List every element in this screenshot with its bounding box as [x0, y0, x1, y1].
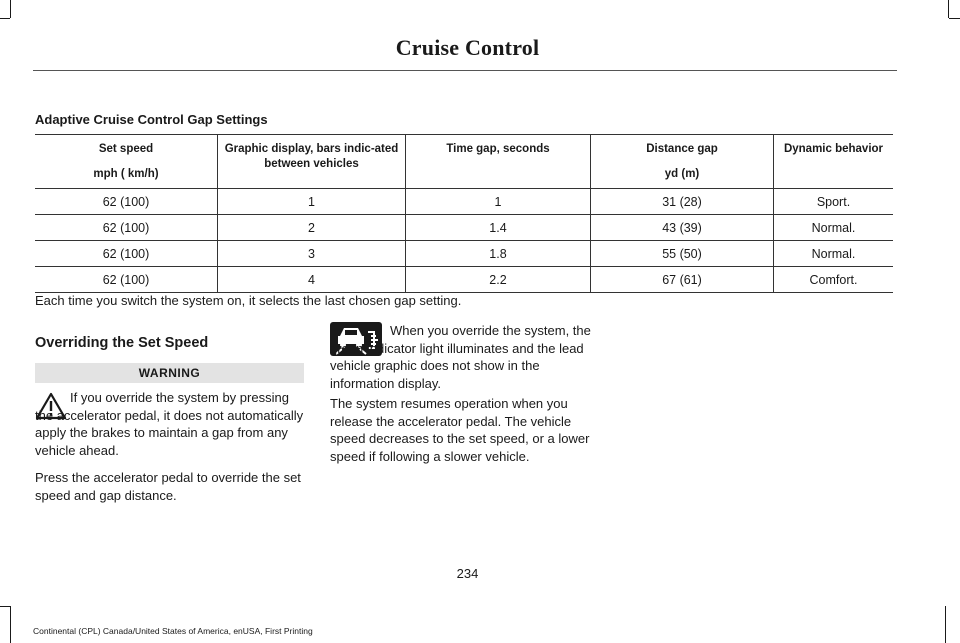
press-accelerator-text: Press the accelerator pedal to override the set speed and gap distance.	[35, 470, 301, 503]
cell-dynamic-behavior: Comfort.	[774, 267, 894, 293]
cell-dynamic-behavior: Normal.	[774, 241, 894, 267]
crop-mark	[0, 606, 10, 607]
header-time-gap	[406, 135, 591, 189]
table-row	[35, 241, 893, 267]
page-number: 234	[456, 566, 479, 581]
override-text	[330, 322, 602, 392]
crop-mark	[949, 18, 960, 19]
table-row	[35, 215, 893, 241]
table-title: Adaptive Cruise Control Gap Settings	[35, 112, 268, 127]
gap-settings-table	[35, 134, 893, 293]
crop-mark	[945, 606, 946, 643]
cell-distance-gap: 67 (61)	[591, 267, 774, 293]
cell-set-speed: 62 (100)	[35, 215, 218, 241]
cell-set-speed: 62 (100)	[35, 241, 218, 267]
header-line: Graphic display, bars indic-ated between vehicles	[224, 143, 399, 170]
crop-mark	[0, 18, 10, 19]
cell-bars: 2	[218, 215, 406, 241]
header-line: Time gap, seconds	[446, 143, 550, 155]
header-graphic-display	[218, 135, 406, 189]
cell-bars: 4	[218, 267, 406, 293]
cell-dynamic-behavior: Sport.	[774, 189, 894, 215]
page-title: Cruise Control	[395, 35, 540, 60]
header-dynamic-behavior	[774, 135, 894, 189]
section-heading: Overriding the Set Speed	[35, 335, 209, 351]
crop-mark	[10, 0, 11, 18]
header-line: Distance gap	[646, 143, 718, 155]
cell-time-gap: 2.2	[406, 267, 591, 293]
cell-set-speed: 62 (100)	[35, 189, 218, 215]
cell-distance-gap: 43 (39)	[591, 215, 774, 241]
cell-bars: 1	[218, 189, 406, 215]
warning-label: WARNING	[35, 363, 304, 383]
crop-mark	[10, 606, 11, 643]
footer-text: Continental (CPL) Canada/United States of America, enUSA, First Printing	[33, 626, 313, 636]
cell-distance-gap: 55 (50)	[591, 241, 774, 267]
header-line: Set speed	[98, 143, 154, 155]
cell-bars: 3	[218, 241, 406, 267]
resume-text: The system resumes operation when you release the accelerator pedal. The vehicle speed decreases to the set speed, or a lower speed if following a slower vehicle.	[330, 396, 590, 464]
cell-time-gap: 1.4	[406, 215, 591, 241]
cell-time-gap: 1	[406, 189, 591, 215]
override-text-content: When you override the system, the green indicator light illuminates and the lead vehicle graphic does not show in the information display.	[330, 323, 591, 391]
cell-dynamic-behavior: Normal.	[774, 215, 894, 241]
table-row	[35, 189, 893, 215]
header-rule	[33, 70, 897, 71]
header-set-speed	[35, 135, 218, 189]
warning-text: If you override the system by pressing the accelerator pedal, it does not automatically apply the brakes to maintain a gap from any vehicle ahead.	[35, 390, 304, 458]
gap-note: Each time you switch the system on, it selects the last chosen gap setting.	[35, 293, 462, 308]
header-line: Dynamic behavior	[783, 143, 884, 155]
header-unit: mph ( km/h)	[93, 168, 159, 180]
table-row	[35, 267, 893, 293]
header-distance-gap	[591, 135, 774, 189]
cell-distance-gap: 31 (28)	[591, 189, 774, 215]
crop-mark	[948, 0, 949, 18]
cell-time-gap: 1.8	[406, 241, 591, 267]
header-unit: yd (m)	[664, 168, 700, 180]
icon-spacer	[330, 334, 390, 335]
cell-set-speed: 62 (100)	[35, 267, 218, 293]
table-header-row	[35, 135, 893, 189]
